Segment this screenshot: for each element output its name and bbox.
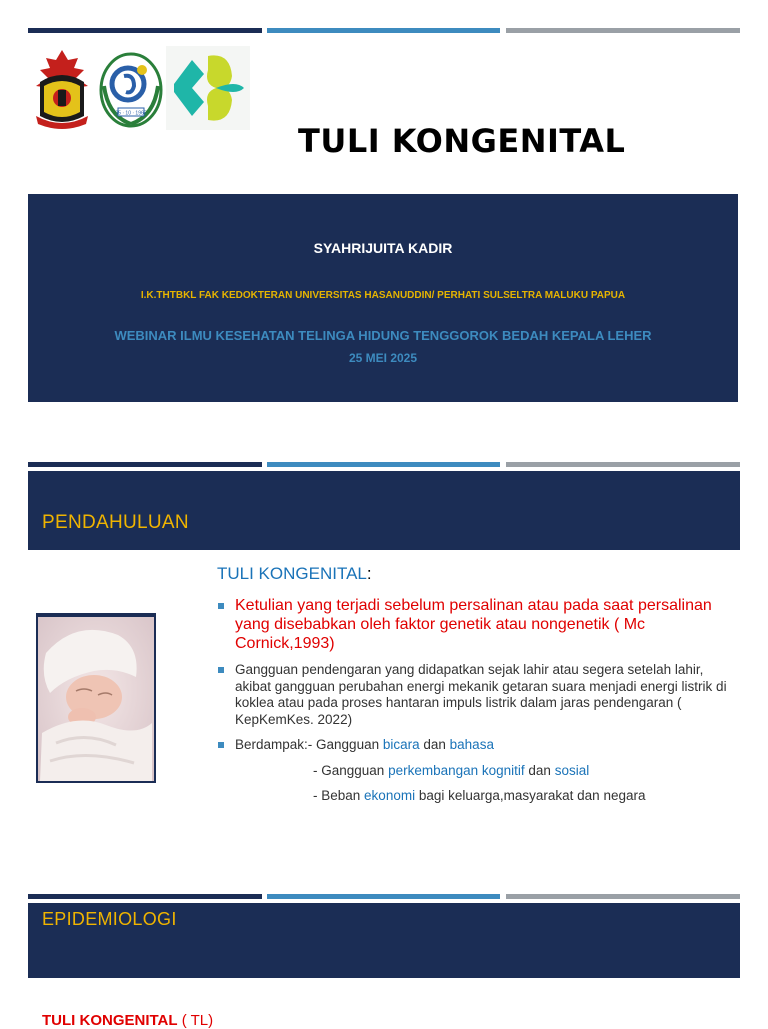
- impact-speech: bicara: [382, 737, 420, 752]
- slide-title: TULI KONGENITAL: [298, 122, 626, 160]
- definition-bullet: Ketulian yang terjadi sebelum persalinan atau pada saat persalinan yang disebabkan oleh faktor genetik atau nongenetik ( Mc Cornick,1993): [217, 596, 727, 653]
- impact-cognitive: perkembangan kognitif: [388, 762, 525, 778]
- tl-term: TULI KONGENITAL: [42, 1012, 178, 1029]
- impact-3-suffix: bagi keluarga,masyarakat dan negara: [415, 787, 646, 803]
- accent-bar-blue: [267, 462, 500, 467]
- section-title: EPIDEMIOLOGI: [42, 909, 177, 929]
- university-crest-logo: [30, 46, 94, 130]
- webinar-date: 25 MEI 2025: [348, 351, 418, 365]
- health-ministry-logo: [166, 46, 250, 130]
- accent-bar-dark: [28, 28, 262, 33]
- accent-bar-blue: [267, 28, 500, 33]
- impact-2-and: dan: [524, 762, 555, 778]
- newborn-photo: [36, 613, 156, 783]
- accent-bar-gray: [506, 462, 740, 467]
- accent-bar-blue: [267, 894, 500, 899]
- impact-and: dan: [419, 737, 450, 752]
- intro-content: [217, 564, 727, 804]
- accent-bar-dark: [28, 894, 262, 899]
- kemenkes-bullet: Gangguan pendengaran yang didapatkan sejak lahir atau segera setelah lahir, akibat gangguan perubahan energi mekanik getaran suara menjadi energi listrik di koklea atau pada proses hantaran impuls listrik dalam jaras pendengaran ( KepKemKes. 2022): [217, 662, 727, 728]
- impact-language: bahasa: [449, 737, 494, 752]
- webinar-title: WEBINAR ILMU KESEHATAN TELINGA HIDUNG TENGGOROK BEDAH KEPALA LEHER: [114, 328, 652, 343]
- accent-bar-gray: [506, 894, 740, 899]
- impact-line-3: [313, 788, 727, 804]
- svg-text:25 · 10 · 1965: 25 · 10 · 1965: [115, 110, 147, 117]
- impact-social: sosial: [554, 762, 590, 778]
- impact-3-prefix: - Beban: [313, 787, 365, 803]
- section-header-band: [28, 903, 740, 978]
- impact-economy: ekonomi: [364, 787, 416, 803]
- accent-bar-dark: [28, 462, 262, 467]
- epidemiology-label: [42, 1012, 213, 1029]
- accent-bar-gray: [506, 28, 740, 33]
- impact-2-prefix: - Gangguan: [313, 762, 389, 778]
- lead-colon: :: [366, 564, 372, 583]
- affiliation: I.K.THTBKL FAK KEDOKTERAN UNIVERSITAS HASANUDDIN/ PERHATI SULSELTRA MALUKU PAPUA: [140, 290, 626, 301]
- section-header-band: [28, 471, 740, 550]
- bullet-list: [217, 596, 727, 754]
- title-panel: [28, 194, 738, 402]
- impact-bullet: [217, 737, 727, 754]
- impact-prefix: Berdampak:- Gangguan: [235, 737, 383, 752]
- perhati-logo: [98, 46, 164, 130]
- lead-term: TULI KONGENITAL: [217, 564, 367, 583]
- author-name: SYAHRIJUITA KADIR: [313, 240, 453, 256]
- lead-heading: [217, 564, 727, 584]
- section-title: PENDAHULUAN: [42, 512, 189, 533]
- impact-line-2: [313, 763, 727, 779]
- tl-abbrev: ( TL): [177, 1012, 214, 1029]
